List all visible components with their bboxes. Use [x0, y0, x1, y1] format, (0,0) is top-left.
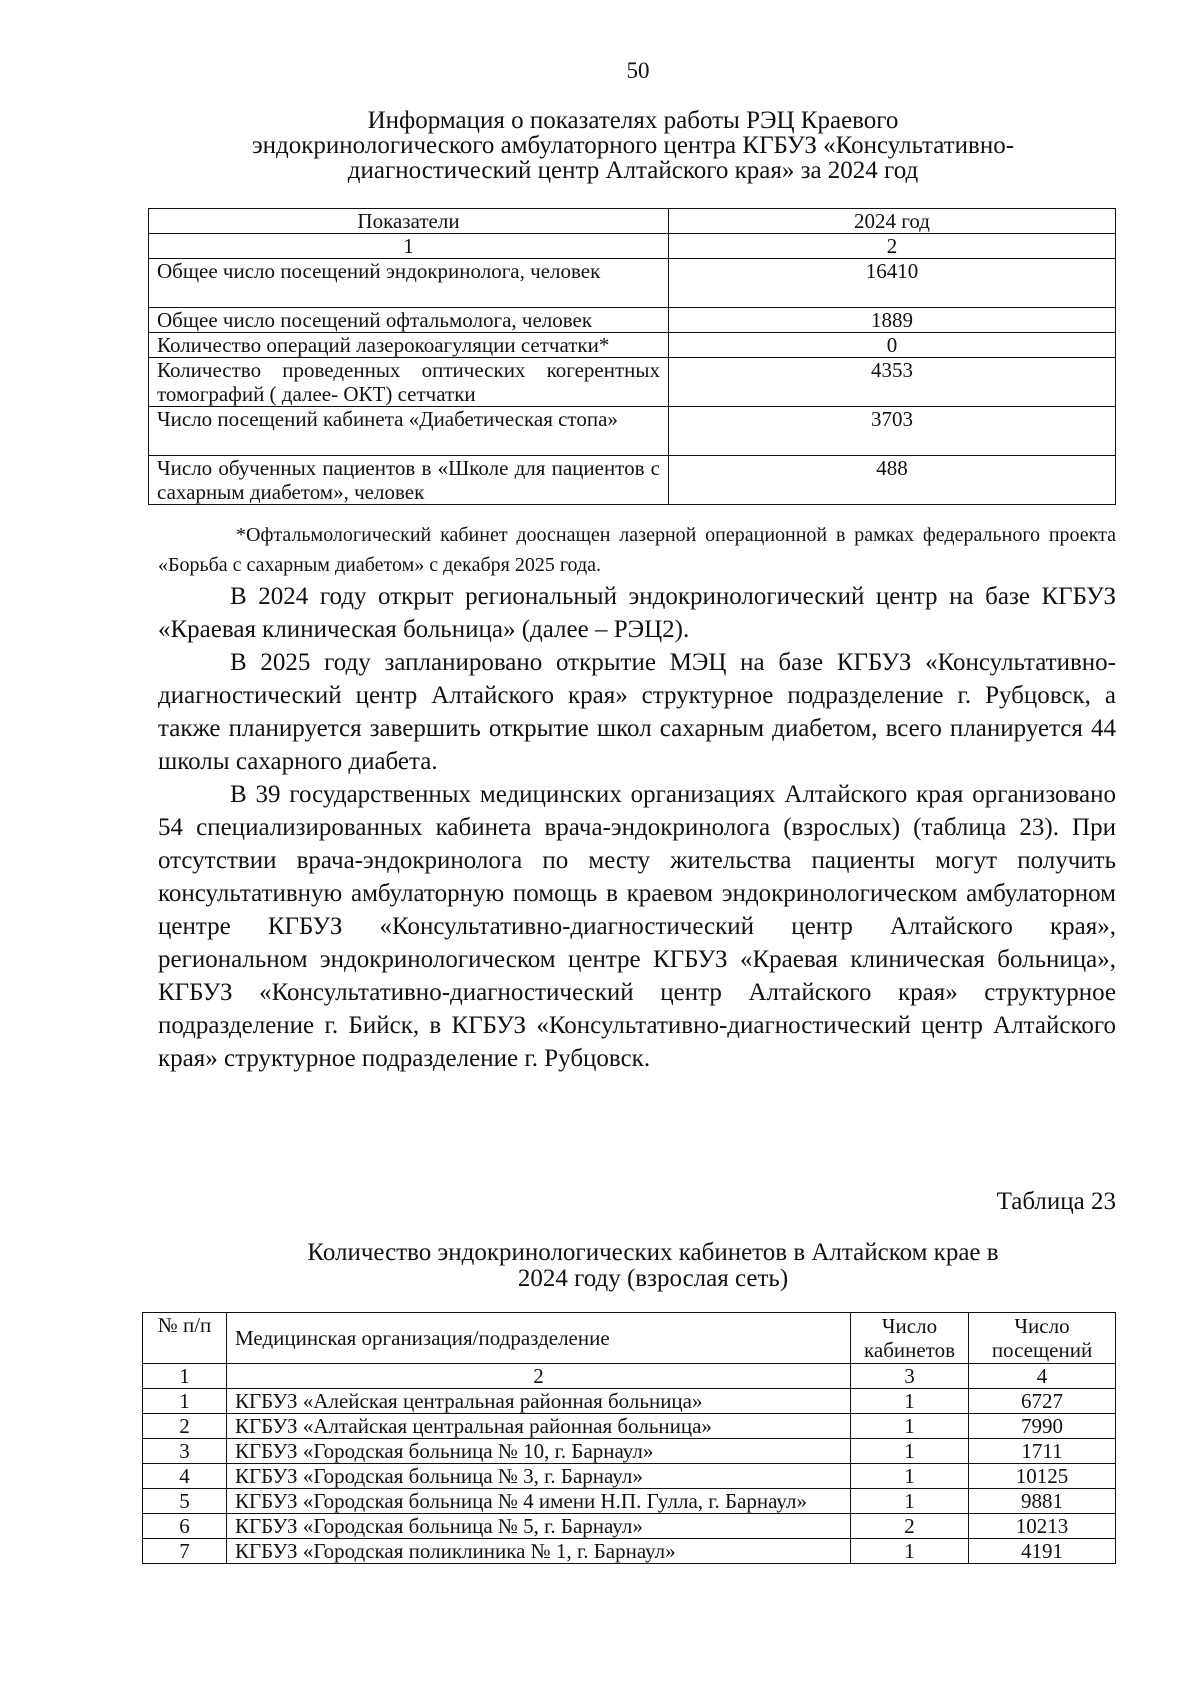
cabinets-count: 1 — [851, 1389, 969, 1414]
row-number: 5 — [143, 1489, 227, 1514]
title-line: Информация о показателях работы РЭЦ Краевого — [367, 107, 899, 134]
row-number: 4 — [143, 1464, 227, 1489]
document-title — [150, 108, 1116, 183]
organization-name: КГБУЗ «Городская больница № 4 имени Н.П. Гулла, г. Барнаул» — [227, 1489, 851, 1514]
title-line: эндокринологического амбулаторного центра КГБУЗ «Консультативно- — [251, 132, 1015, 159]
body-text — [158, 580, 1116, 1075]
organization-name: КГБУЗ «Городская больница № 5, г. Барнаул» — [227, 1514, 851, 1539]
visits-count: 1711 — [969, 1439, 1116, 1464]
table-title — [160, 1240, 1146, 1292]
header-organization: Медицинская организация/подразделение — [227, 1313, 851, 1364]
footnote: *Офтальмологический кабинет дооснащен лазерной операционной в рамках федерального проекта «Борьба с сахарным диабетом» с декабря 2025 года. — [158, 524, 1116, 576]
organization-name: КГБУЗ «Городская больница № 10, г. Барнаул» — [227, 1439, 851, 1464]
title-line: 2024 году (взрослая сеть) — [517, 1265, 789, 1292]
table-row — [149, 358, 1116, 407]
organization-name: КГБУЗ «Алейская центральная районная больница» — [227, 1389, 851, 1414]
table-row — [149, 308, 1116, 333]
row-number: 6 — [143, 1514, 227, 1539]
row-number: 1 — [143, 1389, 227, 1414]
visits-count: 10213 — [969, 1514, 1116, 1539]
cabinets-count: 1 — [851, 1539, 969, 1564]
table-row — [143, 1464, 1116, 1489]
header-indicators: Показатели — [149, 209, 669, 234]
column-number: 4 — [969, 1364, 1116, 1389]
column-number-row — [143, 1364, 1116, 1389]
table-row — [143, 1439, 1116, 1464]
column-number: 1 — [149, 234, 669, 259]
paragraph: В 2024 году открыт региональный эндокринологический центр на базе КГБУЗ «Краевая клиническая больница» (далее – РЭЦ2). — [158, 583, 1116, 643]
table-row — [149, 456, 1116, 505]
table-row — [143, 1414, 1116, 1439]
indicator-label: Общее число посещений офтальмолога, человек — [149, 308, 669, 333]
table-row — [143, 1389, 1116, 1414]
cabinets-count: 1 — [851, 1489, 969, 1514]
indicator-value: 3703 — [669, 407, 1116, 456]
header-visits: Число посещений — [969, 1313, 1116, 1364]
paragraph: В 39 государственных медицинских организациях Алтайского края организовано 54 специализированных кабинета врача-эндокринолога (взрослых) (таблица 23). При отсутствии врача-эндокринолога по месту жительства пациенты могут получить консультативную амбулаторную помощь в краевом эндокринологическом амбулаторном центре КГБУЗ «Консультативно-диагностический центр Алтайского края», региональном эндокринологическом центре КГБУЗ «Краевая клиническая больница», КГБУЗ «Консультативно-диагностический центр Алтайского края» структурное подразделение г. Бийск, в КГБУЗ «Консультативно-диагностический центр Алтайского края» структурное подразделение г. Рубцовск. — [158, 781, 1116, 1072]
column-number: 1 — [143, 1364, 227, 1389]
indicator-value: 488 — [669, 456, 1116, 505]
indicators-table — [148, 208, 1116, 505]
table-header-row — [149, 209, 1116, 234]
indicator-value: 16410 — [669, 259, 1116, 308]
cabinets-count: 2 — [851, 1514, 969, 1539]
table-header-row — [143, 1313, 1116, 1364]
visits-count: 9881 — [969, 1489, 1116, 1514]
table-row — [143, 1539, 1116, 1564]
table-row — [143, 1489, 1116, 1514]
indicator-label: Количество операций лазерокоагуляции сетчатки* — [149, 333, 669, 358]
indicator-label: Количество проведенных оптических когерентных томографий ( далее- ОКТ) сетчатки — [149, 358, 669, 407]
cabinets-count: 1 — [851, 1414, 969, 1439]
table-row — [149, 407, 1116, 456]
indicator-value: 1889 — [669, 308, 1116, 333]
header-year: 2024 год — [669, 209, 1116, 234]
indicator-value: 4353 — [669, 358, 1116, 407]
organization-name: КГБУЗ «Алтайская центральная районная больница» — [227, 1414, 851, 1439]
cabinets-count: 1 — [851, 1464, 969, 1489]
visits-count: 7990 — [969, 1414, 1116, 1439]
column-number: 3 — [851, 1364, 969, 1389]
table-label: Таблица 23 — [996, 1188, 1116, 1215]
cabinets-count: 1 — [851, 1439, 969, 1464]
table-row — [143, 1514, 1116, 1539]
indicator-label: Число обученных пациентов в «Школе для пациентов с сахарным диабетом», человек — [149, 456, 669, 505]
indicator-value: 0 — [669, 333, 1116, 358]
organization-name: КГБУЗ «Городская поликлиника № 1, г. Барнаул» — [227, 1539, 851, 1564]
column-number-row — [149, 234, 1116, 259]
header-number: № п/п — [143, 1313, 227, 1364]
column-number: 2 — [669, 234, 1116, 259]
indicator-label: Число посещений кабинета «Диабетическая стопа» — [149, 407, 669, 456]
row-number: 7 — [143, 1539, 227, 1564]
visits-count: 4191 — [969, 1539, 1116, 1564]
table-row — [149, 259, 1116, 308]
organization-name: КГБУЗ «Городская больница № 3, г. Барнаул» — [227, 1464, 851, 1489]
paragraph: В 2025 году запланировано открытие МЭЦ на базе КГБУЗ «Консультативно-диагностический центр Алтайского края» структурное подразделение г. Рубцовск, а также планируется завершить открытие школ сахарным диабетом, всего планируется 44 школы сахарного диабета. — [158, 649, 1116, 775]
row-number: 2 — [143, 1414, 227, 1439]
column-number: 2 — [227, 1364, 851, 1389]
visits-count: 10125 — [969, 1464, 1116, 1489]
row-number: 3 — [143, 1439, 227, 1464]
page-number: 50 — [626, 58, 650, 83]
header-cabinets: Число кабинетов — [851, 1313, 969, 1364]
indicator-label: Общее число посещений эндокринолога, человек — [149, 259, 669, 308]
table-row — [149, 333, 1116, 358]
title-line: диагностический центр Алтайского края» за 2024 год — [347, 157, 919, 184]
cabinets-table — [142, 1312, 1116, 1564]
title-line: Количество эндокринологических кабинетов в Алтайском крае в — [307, 1239, 999, 1266]
visits-count: 6727 — [969, 1389, 1116, 1414]
